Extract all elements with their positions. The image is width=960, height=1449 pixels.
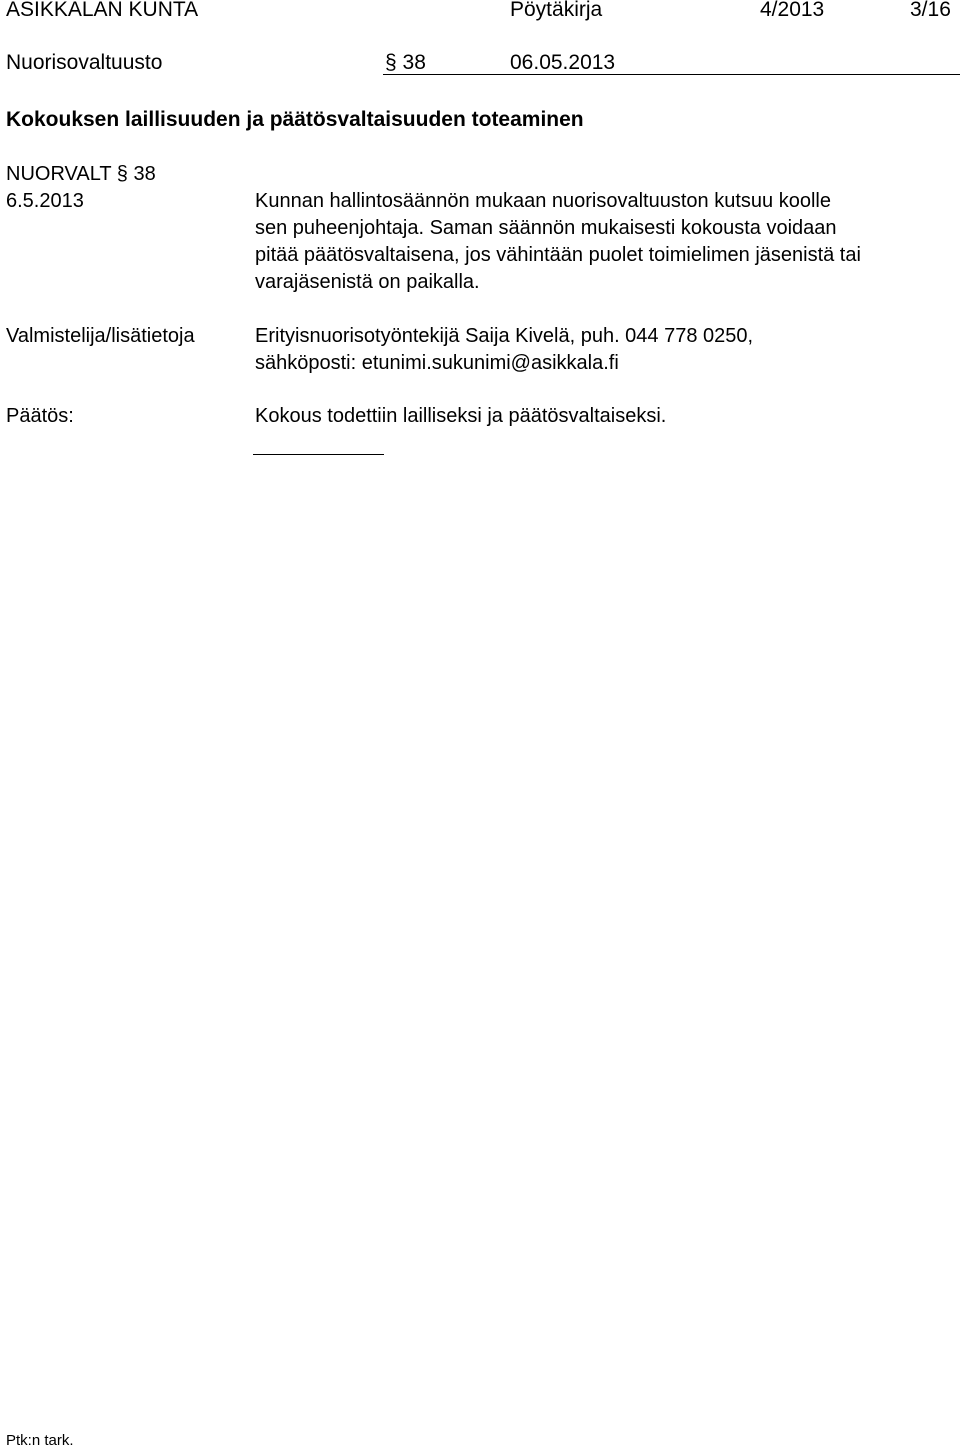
section-number: § 38 (385, 51, 426, 74)
footer-reviewer-label: Ptk:n tark. (6, 1432, 74, 1449)
preparer-details (255, 323, 955, 377)
reference-date: 6.5.2013 (6, 190, 84, 212)
preparer-line: Erityisnuorisotyöntekijä Saija Kivelä, puh. 044 778 0250, (255, 325, 754, 347)
meeting-date: 06.05.2013 (510, 51, 616, 74)
signature-line (253, 454, 384, 455)
reference-label: NUORVALT § 38 (6, 163, 156, 185)
paragraph-line: varajäsenistä on paikalla. (255, 271, 480, 293)
preparer-line: sähköposti: etunimi.sukunimi@asikkala.fi (255, 352, 619, 374)
decision-label: Päätös: (6, 405, 74, 427)
body-name: Nuorisovaltuusto (6, 51, 163, 74)
organization-name: ASIKKALAN KUNTA (6, 0, 199, 21)
section-title: Kokouksen laillisuuden ja päätösvaltaisuuden toteaminen (6, 108, 584, 131)
page-number: 3/16 (910, 0, 951, 21)
paragraph-line: sen puheenjohtaja. Saman säännön mukaisesti kokousta voidaan (255, 217, 837, 239)
document-type: Pöytäkirja (510, 0, 603, 21)
header-underline (383, 74, 960, 75)
document-number: 4/2013 (760, 0, 825, 21)
paragraph-line: Kunnan hallintosäännön mukaan nuorisovaltuuston kutsuu koolle (255, 190, 831, 212)
paragraph-line: pitää päätösvaltaisena, jos vähintään puolet toimielimen jäsenistä tai (255, 244, 861, 266)
preparer-label: Valmistelija/lisätietoja (6, 325, 195, 347)
decision-text: Kokous todettiin lailliseksi ja päätösvaltaiseksi. (255, 405, 667, 427)
main-paragraph (255, 188, 955, 296)
